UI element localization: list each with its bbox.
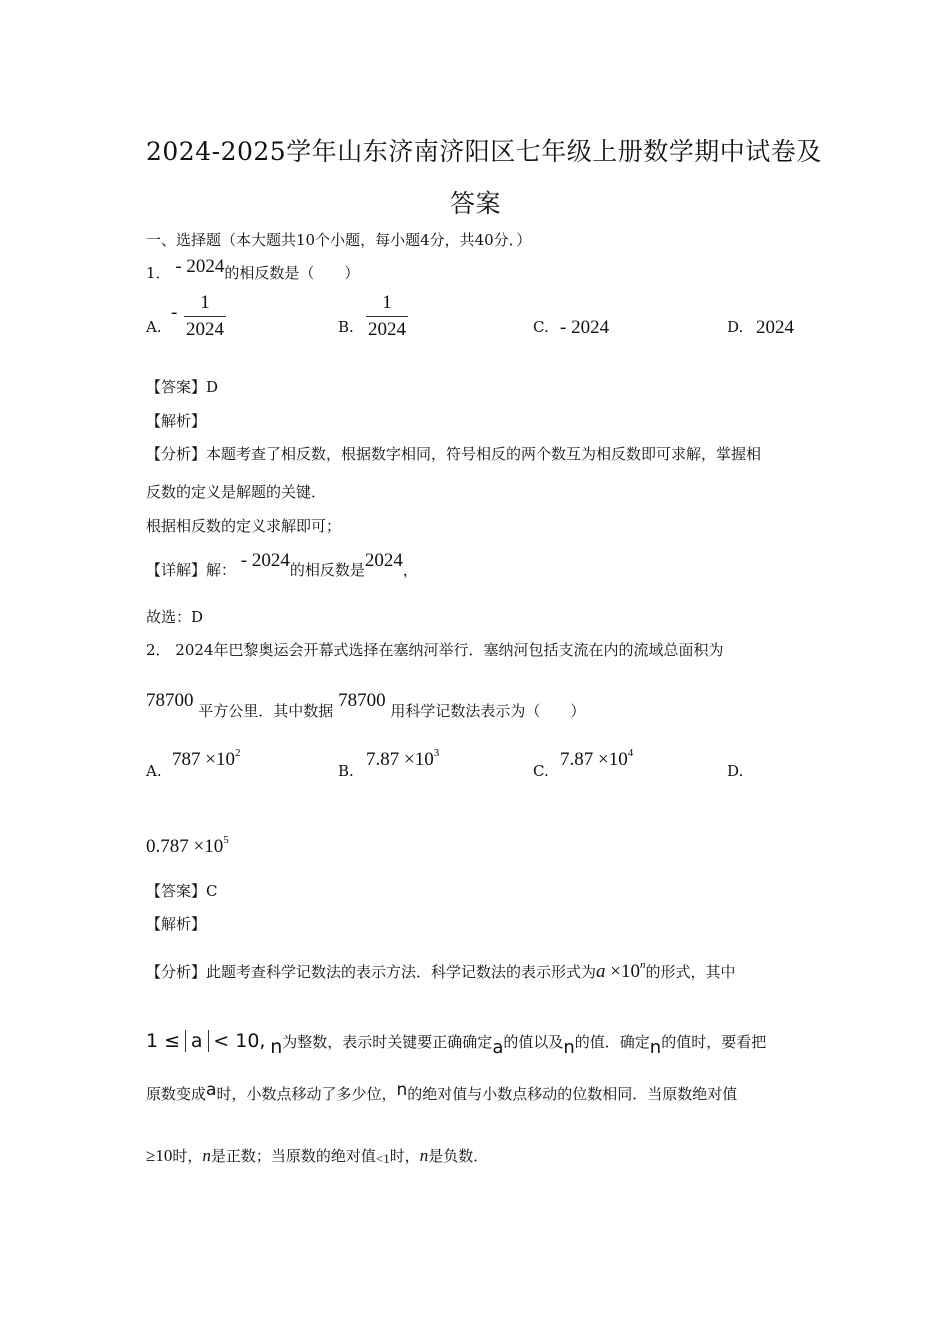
- analysis-text: 【分析】此题考查科学记数法的表示方法．科学记数法的表示形式为: [146, 963, 597, 981]
- var-n: n: [649, 1037, 662, 1058]
- analysis-text: 的形式，其中: [645, 963, 736, 981]
- fraction-bar: [184, 316, 226, 317]
- analysis-text: 的绝对值与小数点移动的位数相同．当原数绝对值: [407, 1085, 738, 1103]
- option-c-value: - 2024: [560, 317, 610, 338]
- exponent-n: n: [639, 959, 646, 971]
- title-line-2: 答案: [450, 189, 502, 218]
- option-c-expr: $7.87 \times 10^4$: [560, 747, 634, 770]
- inequality-right: < 10: [213, 1030, 260, 1052]
- denominator: 2024: [368, 319, 406, 340]
- analysis-text: 时，: [172, 1147, 203, 1165]
- option-a-label: A.: [146, 318, 162, 336]
- var-a: a: [206, 1080, 217, 1100]
- question-text: 用科学记数法表示为（ ）: [390, 702, 586, 720]
- numerator: 1: [200, 292, 210, 313]
- option-a-fraction: [184, 292, 226, 341]
- option-d-label: D.: [727, 318, 744, 336]
- var-n: n: [270, 1036, 283, 1058]
- var-n: n: [396, 1080, 408, 1100]
- question-text: 平方公里．其中数据: [198, 702, 334, 720]
- fraction-bar: [366, 316, 408, 317]
- var-n: n: [202, 1146, 211, 1165]
- var-a: a: [492, 1037, 504, 1058]
- analysis-text: 原数变成: [146, 1085, 207, 1103]
- option-d-label: D.: [727, 762, 744, 780]
- analysis-2-line-1: [146, 959, 736, 983]
- analysis-2-line-4: [146, 1145, 488, 1166]
- analysis-text: 的值．确定: [574, 1033, 650, 1051]
- math-ge10: ≥10: [146, 1146, 173, 1165]
- analysis-line-2: 反数的定义是解题的关键．: [146, 483, 327, 501]
- analysis-text: 为整数，表示时关键要正确确定: [282, 1033, 493, 1051]
- denominator: 2024: [186, 319, 224, 340]
- option-b-expr: $7.87 \times 10^3$: [366, 747, 440, 770]
- comma: ,: [259, 1030, 266, 1052]
- analysis-line-1: 【分析】本题考查了相反数，根据数字相同，符号相反的两个数互为相反数即可求解，掌握相: [146, 445, 762, 463]
- question-number: 1．: [146, 264, 171, 282]
- inequality-left: 1 ≤: [146, 1030, 181, 1052]
- abs-a: a: [185, 1030, 209, 1052]
- math-number: 78700: [146, 690, 194, 711]
- math-lt1: <1: [375, 1151, 390, 1166]
- answer-2: 【答案】C: [146, 882, 218, 900]
- option-c-label: C.: [533, 762, 549, 780]
- math-expression: - 2024: [175, 256, 225, 277]
- option-a-expr: $787 \times 10^2$: [172, 747, 241, 770]
- var-n: n: [563, 1037, 575, 1058]
- detail-end: ，: [402, 561, 418, 579]
- option-d-value: 2024: [756, 317, 794, 338]
- question-2-line-2: [146, 690, 586, 722]
- times-ten: ×10: [605, 961, 640, 982]
- analysis-text: 的值时，要看把: [661, 1033, 767, 1051]
- numerator: 1: [382, 292, 392, 313]
- option-b-fraction: [366, 292, 408, 341]
- detail-text: 的相反数是: [289, 561, 365, 579]
- analysis-text: 是正数；当原数的绝对值: [210, 1147, 376, 1165]
- question-1-stem: [146, 256, 360, 284]
- math-expression: - 2024: [240, 550, 290, 571]
- math-expression: 2024: [364, 550, 403, 571]
- analysis-text: 的值以及: [503, 1033, 564, 1051]
- option-d-expr: $0.787 \times 10^5$: [146, 834, 229, 857]
- question-2-line-1: 2． 2024年巴黎奥运会开幕式选择在塞纳河举行．塞纳河包括支流在内的流域总面积为: [146, 641, 724, 659]
- title-line-1: 2024-2025学年山东济南济阳区七年级上册数学期中试卷及: [146, 137, 822, 166]
- var-a: a: [596, 961, 606, 982]
- question-text: 的相反数是（ ）: [224, 264, 360, 282]
- analysis-text: 是负数．: [428, 1147, 489, 1165]
- analysis-2-line-2: [146, 1030, 767, 1058]
- var-n: n: [419, 1146, 429, 1165]
- math-number: 78700: [338, 690, 386, 711]
- option-b-label: B.: [338, 318, 354, 336]
- analysis-text: 时，小数点移动了多少位，: [216, 1085, 397, 1103]
- choice-result-1: 故选：D: [146, 608, 204, 626]
- method-text: 根据相反数的定义求解即可；: [146, 517, 342, 535]
- option-a-label: A.: [146, 762, 162, 780]
- analysis-text: 时，: [389, 1147, 420, 1165]
- detail-solution-1: [146, 550, 418, 581]
- option-c-label: C.: [533, 318, 549, 336]
- analysis-heading-2: 【解析】: [146, 915, 207, 933]
- detail-prefix: 【详解】解：: [146, 561, 237, 579]
- option-b-label: B.: [338, 762, 354, 780]
- analysis-heading-1: 【解析】: [146, 412, 207, 430]
- analysis-2-line-3: [146, 1080, 738, 1104]
- answer-1: 【答案】D: [146, 378, 219, 396]
- section-heading: 一、选择题（本大题共10个小题，每小题4分，共40分．）: [146, 231, 532, 249]
- option-a-sign: -: [171, 302, 178, 323]
